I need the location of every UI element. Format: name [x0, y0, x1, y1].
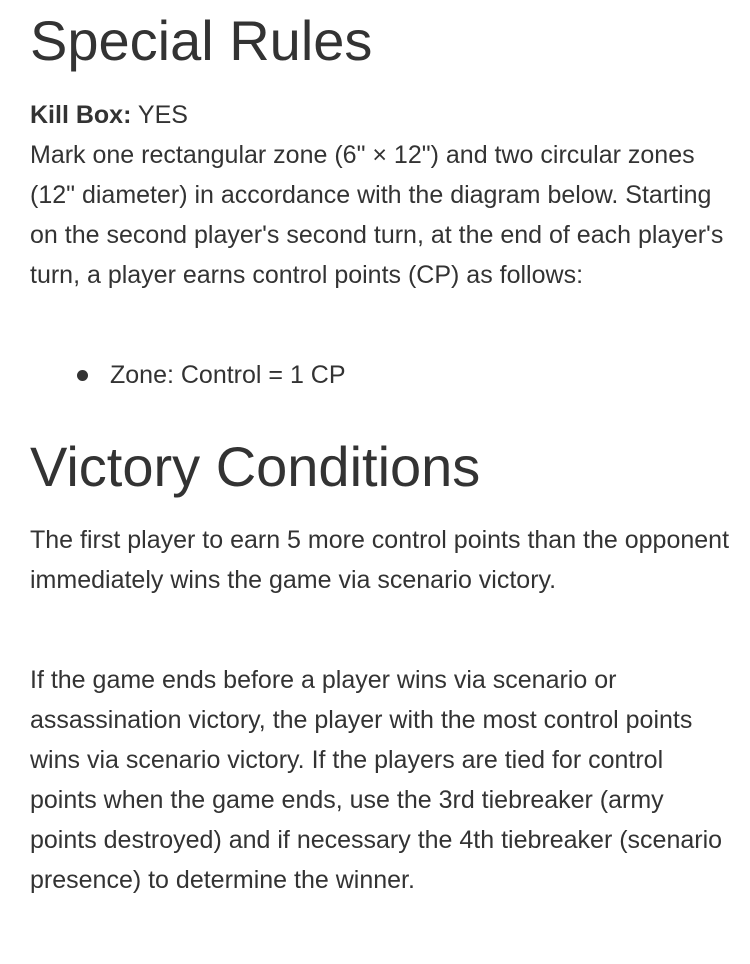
control-points-list	[30, 355, 346, 395]
special-rules-description: Mark one rectangular zone (6" × 12") and two circular zones (12" diameter) in accordance with the diagram below. Starting on the second player's second turn, at the end of each player's turn, a player earns control points (CP) as follows:	[30, 141, 724, 289]
bullet-icon	[77, 370, 88, 381]
victory-conditions-heading: Victory Conditions	[30, 435, 481, 498]
victory-paragraph-1: The first player to earn 5 more control points than the opponent immediately wins the game via scenario victory.	[30, 526, 730, 594]
victory-paragraph-2: If the game ends before a player wins via scenario or assassination victory, the player with the most control points wins via scenario victory. If the players are tied for control points when the game ends, use the 3rd tiebreaker (army points destroyed) and if necessary the 4th tiebreaker (scenario presence) to determine the winner.	[30, 666, 723, 894]
kill-box-value: YES	[137, 101, 188, 129]
kill-box-line	[30, 95, 730, 135]
list-item-text: Zone: Control = 1 CP	[110, 361, 346, 389]
kill-box-label: Kill Box:	[30, 101, 132, 129]
list-item	[30, 355, 346, 395]
special-rules-heading: Special Rules	[30, 9, 373, 72]
